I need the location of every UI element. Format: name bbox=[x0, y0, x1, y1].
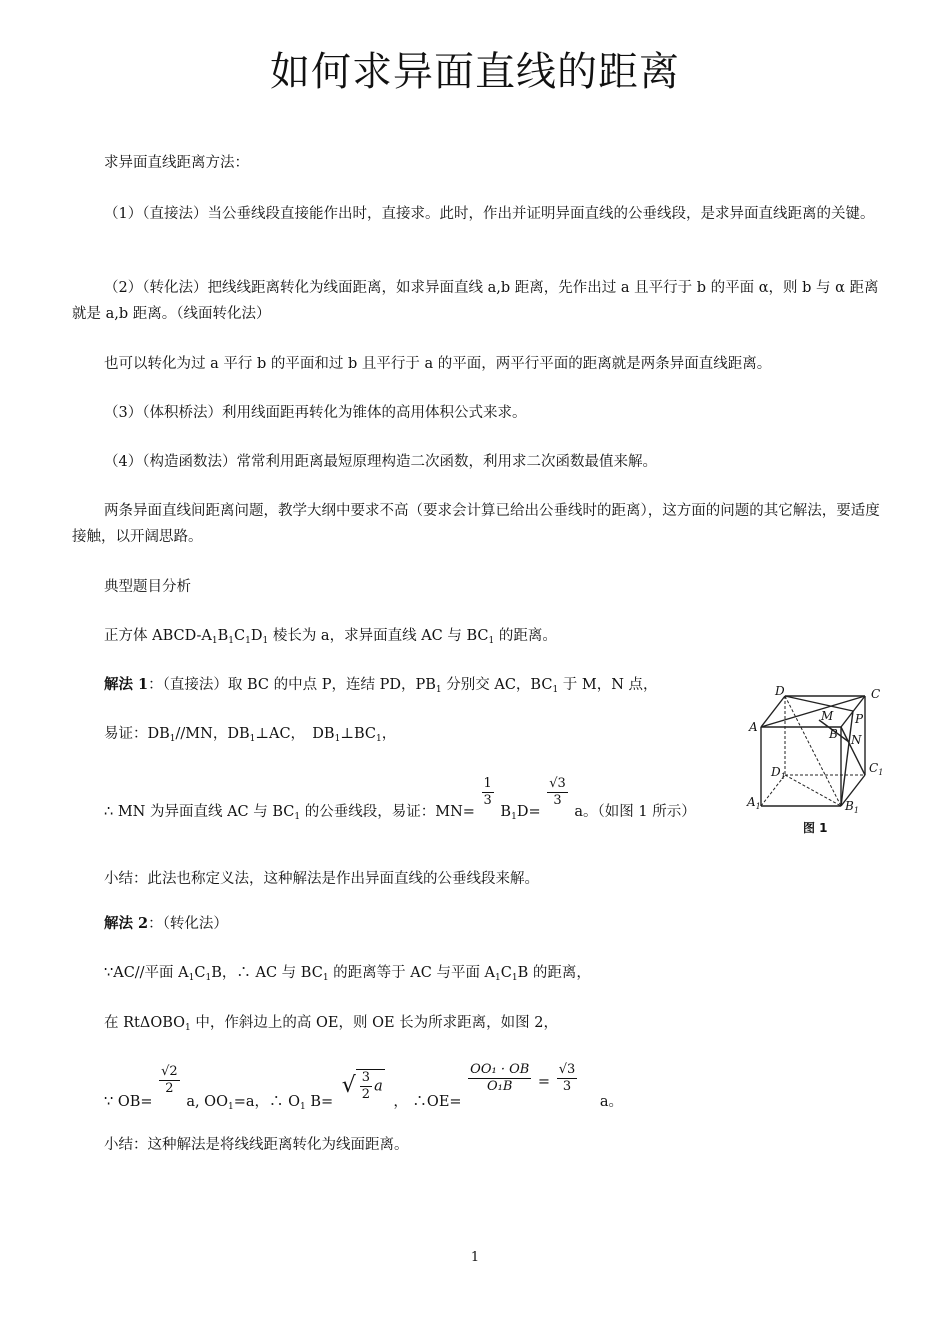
fraction-sqrt2-over-2: $\frac{√2}{2}$ bbox=[161, 1064, 178, 1096]
solution-1: 解法 1：（直接法）取 BC 的中点 P，连结 PD，$PB_1$ 分别交 AC，$BC_1$ 于 M，N 点， bbox=[104, 676, 658, 695]
because-2: ∵AC//平面 $A_1C_1B$，∴ AC 与 $BC_1$ 的距离等于 AC 与平面 $A_1C_1B$ 的距离， bbox=[104, 965, 591, 983]
label-p: P bbox=[855, 712, 864, 726]
solution-2: 解法 2：（转化法） bbox=[104, 915, 228, 932]
method-3: （3）（体积桥法）利用线面距再转化为锥体的高用体积公式来求。 bbox=[104, 405, 527, 421]
fraction-sqrt3-over-3: $\frac{√3}{3}$ bbox=[549, 776, 566, 808]
therefore-1: ∴ MN 为异面直线 AC 与 $BC_1$ 的公垂线段，易证：MN= $\frac{1}{3}$ $B_1D=$ $\frac{√3}{3}$ a。（如图 1 所示） bbox=[104, 776, 696, 822]
note-paragraph: 两条异面直线间距离问题，教学大纲中要求不高（要求会计算已给出公垂线时的距离），这方面的问题的其它解法，要适度接触，以开阔思路。 bbox=[72, 503, 880, 545]
label-b1: $B_1$ bbox=[845, 799, 859, 815]
label-a: A bbox=[749, 720, 758, 734]
label-m: M bbox=[821, 709, 834, 723]
summary-2: 小结：这种解法是将线线距离转化为线面距离。 bbox=[104, 1137, 409, 1153]
fraction-one-third: $\frac{1}{3}$ bbox=[483, 776, 492, 808]
label-b: B bbox=[829, 727, 838, 741]
cube-figure-1 bbox=[745, 684, 895, 844]
page-number: 1 bbox=[470, 1250, 480, 1265]
label-c: C bbox=[871, 687, 881, 701]
edge-ad bbox=[761, 696, 785, 727]
typical-heading: 典型题目分析 bbox=[104, 579, 191, 595]
fraction-oe: $\frac{\text{OO₁ · OB}}{\text{O₁B}}$ bbox=[470, 1062, 530, 1094]
method-2-alt: 也可以转化为过 a 平行 b 的平面和过 b 且平行于 a 的平面，两平行平面的距离就是两条异面直线距离。 bbox=[104, 356, 772, 372]
method-2: （2）（转化法）把线线距离转化为线面距离，如求异面直线 a,b 距离，先作出过 a 且平行于 b 的平面 α，则 b 与 α 距离就是 a,b 距离。（线面转化法） bbox=[72, 280, 879, 322]
label-a1: $A_1$ bbox=[747, 795, 761, 811]
easy-proof-1: 易证：$DB_1//MN$，$DB_1\perp AC$， $DB_1\perp BC_1$， bbox=[104, 726, 397, 744]
label-d: D bbox=[775, 684, 785, 698]
diag-ac bbox=[761, 696, 865, 727]
fraction-sqrt3-over-3-b: $\frac{√3}{3}$ bbox=[558, 1062, 576, 1094]
label-n: N bbox=[851, 733, 862, 747]
label-c1: $C_1$ bbox=[869, 761, 884, 777]
summary-1: 小结：此法也称定义法，这种解法是作出异面直线的公垂线段来解。 bbox=[104, 871, 539, 887]
page-title: 如何求异面直线的距离 bbox=[270, 49, 680, 95]
problem-statement: 正方体 ABCD-$A_1B_1C_1D_1$ 棱长为 a，求异面直线 AC 与 $BC_1$ 的距离。 bbox=[104, 628, 557, 646]
calc-line: ∵ OB= $\frac{√2}{2}$ a, $OO_1=a$，∴ $O_1$ B= √ $\frac{3}{2}$ a ， ∴OE= $\frac{\text{OO₁ · OB}}{\text{O₁B}}$ = $\frac{√3}{3}$ a。 bbox=[104, 1062, 624, 1112]
method-4: （4）（构造函数法）常常利用距离最短原理构造二次函数，利用求二次函数最值来解。 bbox=[104, 454, 657, 470]
methods-heading: 求异面直线距离方法： bbox=[104, 155, 249, 171]
label-d1: $D_1$ bbox=[771, 765, 786, 781]
line-dp bbox=[785, 696, 853, 711]
sqrt-three-halves-a: √ $\frac{3}{2}$ a bbox=[341, 1070, 383, 1102]
method-1: （1）（直接法）当公垂线段直接能作出时，直接求。此时，作出并证明异面直线的公垂线段，是求异面直线距离的关键。 bbox=[104, 206, 875, 222]
figure-caption: 图 1 bbox=[803, 821, 828, 835]
rt-triangle-text: 在 RtΔOBO$_1$ 中，作斜边上的高 OE，则 OE 长为所求距离，如图 2， bbox=[104, 1015, 558, 1033]
